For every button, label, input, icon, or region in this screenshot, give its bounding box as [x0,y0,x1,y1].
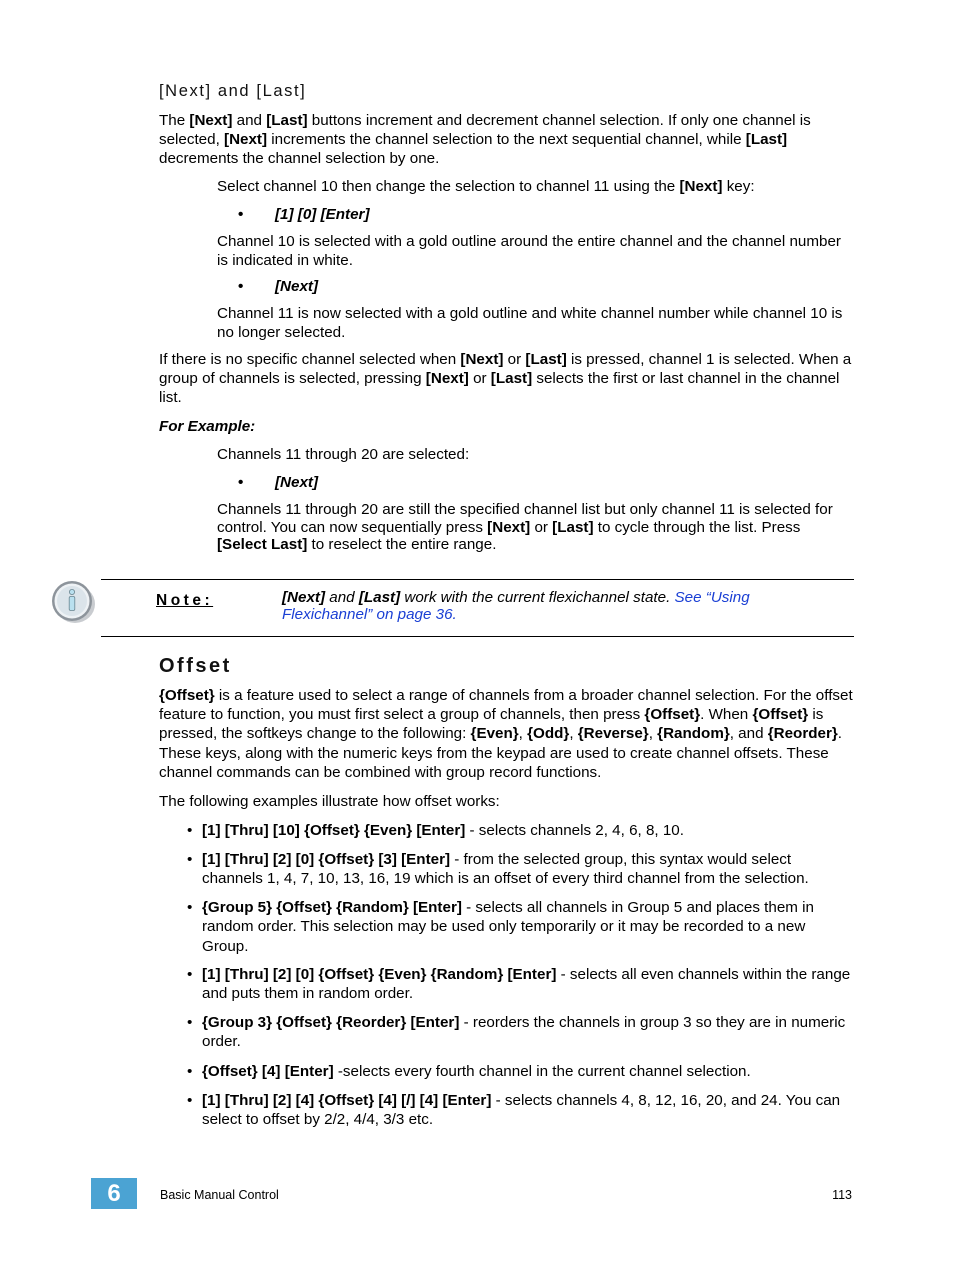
result-paragraph-3: Channels 11 through 20 are still the specified channel list but only channel 11 is selected for control. You can now sequentially press [Next] or [Last] to cycle through the list. Press [Select Last] to reselect the entire range. [217,501,833,553]
bold-key-text: [1] [Thru] [2] [4] {Offset} [4] [/] [4] [Enter] [202,1092,492,1109]
bold-key-text: [Next] [679,178,723,195]
bold-key-text: {Reverse} [577,725,649,743]
bold-key-text: [Next] [425,370,469,388]
section-heading-next-last: [Next] and [Last] [159,82,307,100]
bold-key-text: [Next] [487,518,531,536]
bullet-icon: • [187,1014,193,1031]
offset-example-item [187,898,854,956]
bold-key-text: [Next] [460,351,504,368]
result-paragraph-1: Channel 10 is selected with a gold outline around the entire channel and the channel number is indicated in white. [217,233,841,269]
step-bullet-2-text: [Next] [275,278,319,295]
step-bullet-3: • [Next] [238,474,319,491]
bold-key-text: [1] [Thru] [10] {Offset} {Even} [Enter] [202,822,466,839]
bold-key-text: [Last] [490,370,533,388]
chapter-title: Basic Manual Control [160,1188,279,1202]
bold-key-text: [Last] [358,589,401,606]
bullet-icon: • [187,851,193,868]
bold-key-text: {Group 5} {Offset} {Random} [Enter] [202,899,462,916]
step-bullet-2: • [Next] [238,278,319,295]
note-top-rule [101,579,854,580]
offset-example-text: [1] [Thru] [10] {Offset} {Even} [Enter] - selects channels 2, 4, 6, 8, 10. [202,822,684,839]
note-label: Note: [156,592,214,609]
offset-example-text: {Group 3} {Offset} {Reorder} [Enter] - reorders the channels in group 3 so they are in numeric order. [202,1014,846,1051]
page-number: 113 [832,1188,852,1202]
offset-example-item [187,1062,854,1081]
selection-paragraph: If there is no specific channel selected when [Next] or [Last] is pressed, channel 1 is selected. When a group of channels is selected, pressing [Next] or [Last] selects the first or last channel in the channel list. [159,351,852,407]
offset-example-item [187,821,854,840]
bold-key-text: [1] [Thru] [2] [0] {Offset} {Even} {Random} [Enter] [202,966,557,983]
result-paragraph-2: Channel 11 is now selected with a gold outline and white channel number while channel 10 is no longer selected. [217,305,843,341]
bullet-icon: • [187,899,193,916]
offset-example-item [187,965,854,1004]
offset-example-text: {Offset} [4] [Enter] -selects every fourth channel in the current channel selection. [202,1063,751,1080]
step-bullet-3-text: [Next] [275,474,319,491]
bold-key-text: [Last] [266,112,308,129]
see-flexichannel-link[interactable]: See “Using Flexichannel” on page 36. [282,589,750,623]
offset-example-text: [1] [Thru] [2] [0] {Offset} {Even} {Random} [Enter] - selects all even channels within the range and puts them in random order. [202,966,851,1003]
bold-key-text: {Group 3} {Offset} {Reorder} [Enter] [202,1014,460,1031]
section-heading-offset: Offset [159,655,232,677]
for-example-label: For Example: [159,418,256,435]
note-text [282,590,842,623]
bold-key-text: [1] [Thru] [2] [0] {Offset} [3] [Enter] [202,851,451,868]
bold-key-text: {Reorder} [767,725,838,743]
offset-example-item [187,1013,854,1052]
bold-key-text: [Next] [224,131,268,149]
bold-key-text: [Last] [745,131,788,149]
bold-key-text: [Last] [525,351,567,368]
offset-example-item [187,850,854,889]
step-bullet-1: • [1] [0] [Enter] [238,206,370,223]
example1-intro: Select channel 10 then change the selection to channel 11 using the [Next] key: [217,178,755,195]
bullet-icon: • [187,1092,193,1109]
chapter-number-badge: 6 [91,1178,137,1209]
step-bullet-1-text: [1] [0] [Enter] [275,206,370,223]
bold-key-text: {Offset} [4] [Enter] [202,1063,334,1080]
intro-paragraph: The [Next] and [Last] buttons increment and decrement channel selection. If only one channel is selected, [Next] increments the channel selection to the next sequential channel, while [Last] decrements the channel selection by one. [159,112,811,168]
bullet-icon: • [187,822,193,839]
offset-description: {Offset} is a feature used to select a range of channels from a broader channel selection. For the offset feature to function, you must first select a group of channels, then press {Offset}. When {Offset} is pressed, the softkeys change to the following: {Even}, {Odd}, {Reverse}, {Random}, and {Reorder}. These keys, along with the numeric keys from the keypad are used to create channel offsets. These channel commands can be combined with group record functions. [159,687,853,781]
example2-intro: Channels 11 through 20 are selected: [217,446,470,463]
offset-example-item [187,1091,854,1130]
bold-key-text: [Next] [282,589,326,606]
offset-examples-intro: The following examples illustrate how offset works: [159,793,500,810]
offset-example-text: [1] [Thru] [2] [4] {Offset} [4] [/] [4] [Enter] - selects channels 4, 8, 12, 16, 20, and 24. You can select to offset by 2/2, 4/4, 3/3 etc. [202,1092,841,1129]
bullet-icon: • [187,966,193,983]
note-bottom-rule [101,636,854,637]
bold-key-text: [Next] [189,112,233,129]
note-text-body: [Next] and [Last] work with the current flexichannel state. [282,589,675,606]
bold-key-text: {Offset} [159,687,215,704]
bold-key-text: {Odd} [527,725,570,743]
bold-key-text: {Offset} [644,706,701,724]
offset-example-text: {Group 5} {Offset} {Random} [Enter] - selects all channels in Group 5 and places them in random order. This selection may be used only temporarily or it may be recorded to a new Group. [202,899,814,955]
bold-key-text: {Offset} [752,706,809,724]
bullet-icon: • [187,1063,193,1080]
bold-key-text: [Last] [552,518,594,536]
info-icon [48,578,98,626]
bold-key-text: [Select Last] [217,536,308,553]
bold-key-text: {Random} [657,725,730,743]
offset-example-text: [1] [Thru] [2] [0] {Offset} [3] [Enter] - from the selected group, this syntax would select channels 1, 4, 7, 10, 13, 16, 19 which is an offset of every third channel from the selection. [202,851,809,888]
bold-key-text: {Even} [470,725,519,743]
